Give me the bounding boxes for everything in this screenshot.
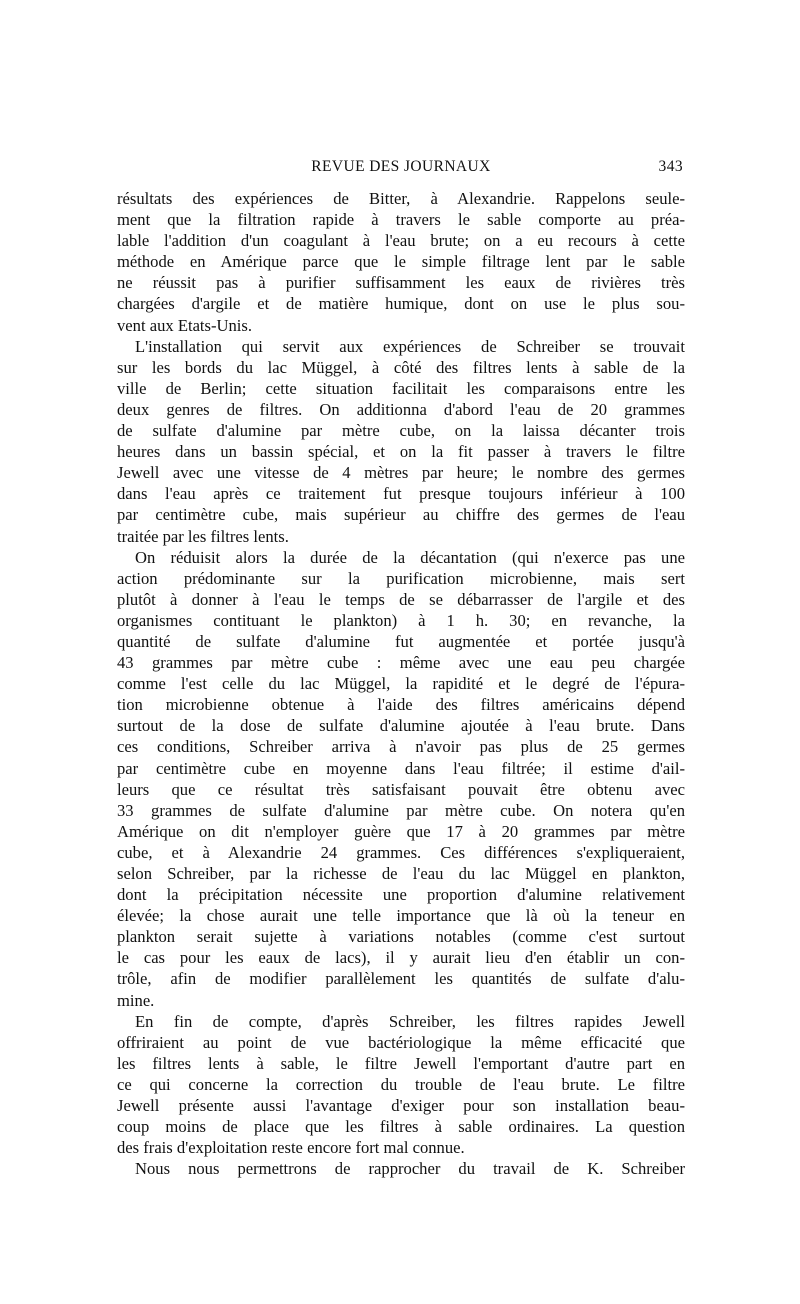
text-line: trôle, afin de modifier parallèlement les quantités de sulfate d'alu-: [117, 969, 685, 989]
text-line: deux genres de filtres. On additionna d'abord l'eau de 20 grammes: [117, 399, 685, 419]
text-line: chargées d'argile et de matière humique, dont on use le plus sou-: [117, 294, 685, 314]
text-line: le cas pour les eaux de lacs), il y aurait lieu d'en établir un con-: [117, 948, 685, 968]
text-line: vent aux Etats-Unis.: [117, 315, 253, 335]
text-line: ville de Berlin; cette situation facilitait les comparaisons entre les: [117, 378, 685, 398]
text-line: coup moins de place que les filtres à sable ordinaires. La question: [117, 1117, 685, 1137]
text-line: action prédominante sur la purification microbienne, mais sert: [117, 568, 685, 588]
text-line: sur les bords du lac Müggel, à côté des filtres lents à sable de la: [117, 357, 685, 377]
text-line: mine.: [117, 990, 155, 1010]
text-line: tion microbienne obtenue à l'aide des filtres américains dépend: [117, 695, 685, 715]
text-line: selon Schreiber, par la richesse de l'eau du lac Müggel en plankton,: [117, 864, 685, 883]
text-line: offriraient au point de vue bactériologique la même efficacité que: [117, 1032, 685, 1052]
text-line: Amérique on dit n'employer guère que 17 à 20 grammes par mètre: [117, 821, 685, 841]
running-head: [117, 158, 685, 178]
text-line: L'installation qui servit aux expériences de Schreiber se trouvait: [135, 336, 685, 356]
text-line: résultats des expériences de Bitter, à Alexandrie. Rappelons seule-: [117, 189, 685, 208]
text-line: dont la précipitation nécessite une proportion d'alumine relativement: [117, 885, 685, 905]
text-line: On réduisit alors la durée de la décantation (qui n'exerce pas une: [135, 547, 685, 567]
text-line: plankton serait sujette à variations notables (comme c'est surtout: [117, 927, 685, 947]
text-line: 43 grammes par mètre cube : même avec une eau peu chargée: [117, 653, 685, 673]
text-line: organismes contituant le plankton) à 1 h. 30; en revanche, la: [117, 610, 685, 630]
text-line: ces conditions, Schreiber arriva à n'avoir pas plus de 25 germes: [117, 737, 685, 757]
text-line: leurs que ce résultat très satisfaisant pouvait être obtenu avec: [117, 779, 685, 799]
text-line: traitée par les filtres lents.: [117, 526, 289, 546]
text-line: surtout de la dose de sulfate d'alumine ajoutée à l'eau brute. Dans: [117, 716, 685, 736]
text-line: quantité de sulfate d'alumine fut augmentée et portée jusqu'à: [117, 631, 685, 651]
text-line: 33 grammes de sulfate d'alumine par mètre cube. On notera qu'en: [117, 800, 685, 820]
text-line: ne réussit pas à purifier suffisamment les eaux de rivières très: [117, 273, 685, 293]
text-line: cube, et à Alexandrie 24 grammes. Ces différences s'expliqueraient,: [117, 842, 685, 862]
text-line: dans l'eau après ce traitement fut presque toujours inférieur à 100: [117, 484, 685, 504]
text-line: les filtres lents à sable, le filtre Jewell l'emportant d'autre part en: [117, 1053, 685, 1073]
text-line: Jewell avec une vitesse de 4 mètres par heure; le nombre des germes: [117, 463, 685, 483]
text-line: des frais d'exploitation reste encore fort mal connue.: [117, 1138, 465, 1158]
text-line: par centimètre cube, mais supérieur au chiffre des germes de l'eau: [117, 505, 685, 525]
text-line: par centimètre cube en moyenne dans l'eau filtrée; il estime d'ail-: [117, 758, 685, 778]
page-number: 343: [658, 158, 683, 175]
text-line: Nous nous permettrons de rapprocher du travail de K. Schreiber: [135, 1159, 685, 1179]
text-line: Jewell présente aussi l'avantage d'exiger pour son installation beau-: [117, 1096, 685, 1116]
text-line: élevée; la chose aurait une telle importance que là où la teneur en: [117, 906, 685, 926]
running-title: REVUE DES JOURNAUX: [311, 158, 491, 175]
body-text: [117, 188, 685, 1179]
text-line: lable l'addition d'un coagulant à l'eau brute; on a eu recours à cette: [117, 231, 685, 251]
text-line: plutôt à donner à l'eau le temps de se débarrasser de l'argile et des: [117, 589, 685, 609]
text-line: En fin de compte, d'après Schreiber, les filtres rapides Jewell: [135, 1011, 685, 1031]
text-line: comme l'est celle du lac Müggel, la rapidité et le degré de l'épura-: [117, 674, 685, 694]
text-line: ce qui concerne la correction du trouble de l'eau brute. Le filtre: [117, 1074, 685, 1094]
text-line: ment que la filtration rapide à travers le sable comporte au préa-: [117, 210, 685, 230]
text-line: de sulfate d'alumine par mètre cube, on la laissa décanter trois: [117, 421, 685, 441]
text-line: méthode en Amérique parce que le simple filtrage lent par le sable: [117, 252, 685, 272]
text-line: heures dans un bassin spécial, et on la fit passer à travers le filtre: [117, 442, 685, 462]
